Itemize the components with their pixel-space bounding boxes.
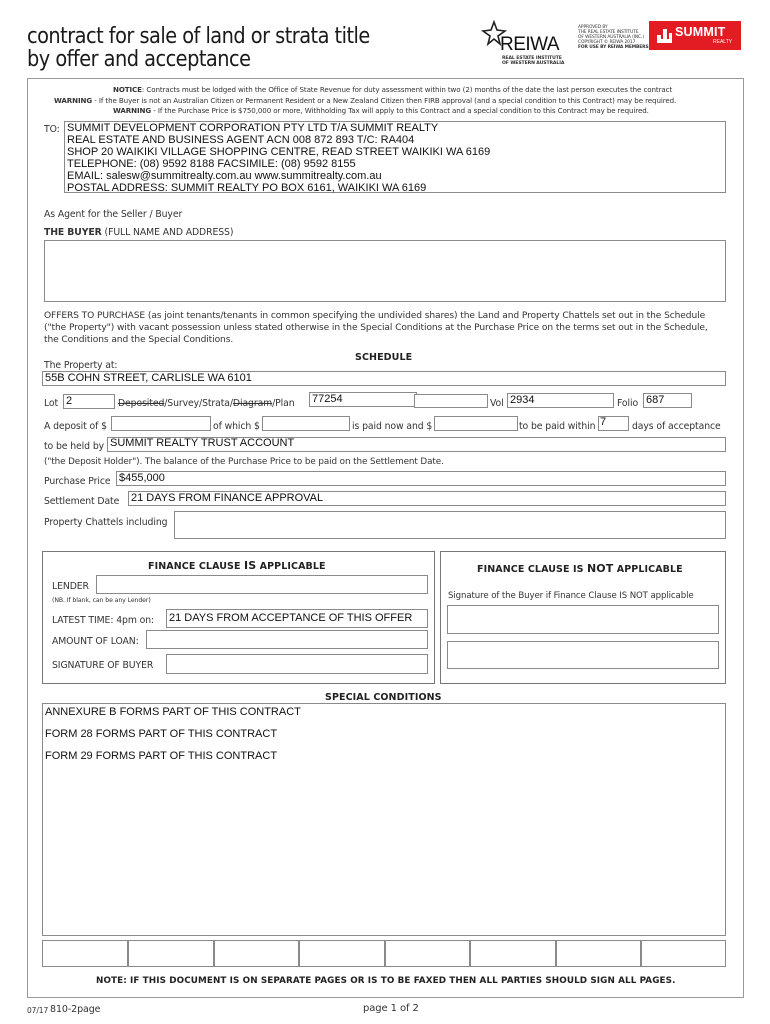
footer-page-number: page 1 of 2: [363, 1003, 419, 1014]
amount-of-loan-field[interactable]: [146, 630, 428, 649]
summit-sub: REALTY: [713, 39, 733, 45]
amount-of-loan-label: AMOUNT OF LOAN:: [52, 636, 139, 647]
folio-label: Folio: [617, 398, 639, 409]
buyer-label-bold: THE BUYER: [44, 227, 102, 238]
document-title-line1: contract for sale of land or strata title: [27, 24, 370, 49]
warning-withholding-label: WARNING: [113, 106, 152, 115]
buyer-label: [44, 227, 233, 238]
lot-value: 2: [66, 395, 73, 407]
property-label: The Property at:: [44, 360, 118, 371]
offers-line-2: ("the Property") with vacant possession unless stated otherwise in the Special Conditions at the Purchase Price on the terms set out in the Schedule,: [44, 323, 708, 333]
not-applicable-signature-text: Signature of the Buyer if Finance Clause IS NOT applicable: [448, 591, 694, 601]
settlement-date-value: 21 DAYS FROM FINANCE APPROVAL: [131, 492, 324, 504]
latest-time-label: LATEST TIME: 4pm on:: [52, 615, 155, 626]
initial-box-5[interactable]: [385, 940, 470, 967]
summit-wordmark: SUMMIT: [675, 25, 726, 39]
purchase-price-field[interactable]: [116, 471, 726, 486]
initial-box-8[interactable]: [641, 940, 726, 967]
vol-label: Vol: [490, 398, 504, 409]
reiwa-wordmark: REIWA: [500, 34, 560, 55]
purchase-price-value: $455,000: [119, 472, 165, 484]
lender-field[interactable]: [96, 575, 428, 594]
finance-not-heading-post: APPLICABLE: [613, 564, 683, 575]
held-by-label: to be held by: [44, 441, 105, 452]
initial-box-4[interactable]: [299, 940, 385, 967]
approval-line-5: FOR USE BY REIWA MEMBERS: [578, 45, 649, 50]
buyer-signature-label: SIGNATURE OF BUYER: [52, 660, 154, 671]
summit-mark-icon: [655, 26, 673, 45]
deposit-label: A deposit of $: [44, 421, 107, 432]
latest-time-value: 21 DAYS FROM ACCEPTANCE OF THIS OFFER: [169, 612, 413, 624]
paid-within-days-value: 7: [600, 416, 607, 428]
initial-box-1[interactable]: [42, 940, 128, 967]
property-address-value: 55B COHN STREET, CARLISLE WA 6101: [45, 372, 252, 384]
deposit-holder-value: SUMMIT REALTY TRUST ACCOUNT: [110, 437, 295, 449]
finance-not-heading-pre: FINANCE CLAUSE IS: [477, 564, 587, 575]
special-condition-2: FORM 28 FORMS PART OF THIS CONTRACT: [45, 728, 278, 740]
plan-extra-field[interactable]: [414, 394, 488, 408]
offers-line-3: the Conditions and the Special Conditions.: [44, 335, 234, 345]
agent-line-6: POSTAL ADDRESS: SUMMIT REALTY PO BOX 6161, WAIKIKI WA 6169: [67, 182, 427, 194]
warning-withholding-line: [113, 106, 649, 115]
deposit-amount-field[interactable]: [111, 416, 211, 431]
agent-line-3: SHOP 20 WAIKIKI VILLAGE SHOPPING CENTRE, READ STREET WAIKIKI WA 6169: [67, 146, 491, 158]
agent-line-4: TELEPHONE: (08) 9592 8188 FACSIMILE: (08) 9592 8155: [67, 158, 356, 170]
lender-label: LENDER: [52, 581, 89, 592]
plan-type-plan: /Plan: [272, 398, 295, 409]
warning-withholding-text: - If the Purchase Price is $750,000 or more, Withholding Tax will apply to this Contract and a special condition to this Contract may be required.: [151, 106, 649, 115]
plan-type-deposited: Deposited: [118, 398, 165, 409]
buyer-signature-field[interactable]: [166, 654, 428, 674]
settlement-date-label: Settlement Date: [44, 496, 120, 507]
agent-line-2: REAL ESTATE AND BUSINESS AGENT ACN 008 872 893 T/C: RA404: [67, 134, 415, 146]
special-conditions-heading: SPECIAL CONDITIONS: [325, 692, 442, 703]
plan-type-survey-strata: /Survey/Strata/: [164, 398, 233, 409]
finance-not-heading-not: NOT: [586, 562, 614, 575]
paid-within-label: to be paid within: [519, 421, 596, 432]
approval-line-2: THE REAL ESTATE INSTITUTE: [578, 30, 639, 35]
lender-note: (NB. If blank, can be any Lender): [52, 597, 151, 604]
finance-applicable-heading: [148, 559, 326, 572]
reiwa-logo: [480, 20, 575, 70]
special-condition-3: FORM 29 FORMS PART OF THIS CONTRACT: [45, 750, 278, 762]
footer-form-code: 810-2page: [50, 1004, 101, 1015]
folio-value: 687: [646, 394, 665, 406]
purchase-price-label: Purchase Price: [44, 476, 111, 487]
buyer-name-address-field[interactable]: [44, 240, 726, 302]
footer-version: 07/17: [27, 1006, 49, 1015]
plan-type-diagram: Diagram: [232, 398, 273, 409]
finance-applicable-heading-is: IS: [244, 559, 257, 572]
plan-number-value: 77254: [312, 393, 343, 405]
initial-box-3[interactable]: [214, 940, 299, 967]
to-label: TO:: [44, 124, 60, 135]
reiwa-sub1: REAL ESTATE INSTITUTE: [502, 56, 562, 61]
initial-box-6[interactable]: [470, 940, 556, 967]
lot-label: Lot: [44, 398, 59, 409]
vol-value: 2934: [510, 394, 535, 406]
agent-line-1: SUMMIT DEVELOPMENT CORPORATION PTY LTD T/A SUMMIT REALTY: [67, 122, 439, 134]
summit-logo: [649, 21, 741, 50]
chattels-label: Property Chattels including: [44, 517, 168, 528]
approval-line-1: APPROVED BY: [578, 25, 608, 30]
finance-not-applicable-heading: [477, 562, 683, 575]
deposit-holder-text: ("the Deposit Holder"). The balance of the Purchase Price to be paid on the Settlement Date.: [44, 457, 444, 467]
paid-now-label: is paid now and $: [352, 421, 433, 432]
schedule-heading: SCHEDULE: [355, 352, 413, 363]
not-applicable-signature-field-2[interactable]: [447, 641, 719, 669]
special-condition-1: ANNEXURE B FORMS PART OF THIS CONTRACT: [45, 706, 301, 718]
warning-firb-label: WARNING: [54, 96, 93, 105]
finance-applicable-heading-post: APPLICABLE: [256, 561, 326, 572]
agent-line-5: EMAIL: salesw@summitrealty.com.au www.summitrealty.com.au: [67, 170, 382, 182]
approval-line-3: OF WESTERN AUSTRALIA (INC.): [578, 35, 644, 40]
buyer-label-rest: (FULL NAME AND ADDRESS): [101, 227, 234, 238]
approval-line-4: COPYRIGHT © REIWA 2017: [578, 40, 636, 45]
warning-firb-line: [54, 96, 676, 105]
of-which-label: of which $: [213, 421, 260, 432]
warning-firb-text: - If the Buyer is not an Australian Citizen or Permanent Resident or a New Zealand Citizen then FIRB approval (and a special condition to this Contract) may be required.: [92, 96, 677, 105]
plan-type-options: [118, 398, 295, 409]
finance-applicable-heading-pre: FINANCE CLAUSE: [148, 561, 244, 572]
notice-text: : Contracts must be lodged with the Office of State Revenue for duty assessment within two (2) months of the date the last person executes the contract: [141, 85, 673, 94]
notice-label: NOTICE: [113, 85, 142, 94]
document-title-line2: by offer and acceptance: [27, 47, 251, 72]
of-which-field[interactable]: [262, 416, 350, 431]
days-of-acceptance-label: days of acceptance: [632, 421, 721, 432]
chattels-field[interactable]: [174, 511, 726, 539]
initial-box-7[interactable]: [556, 940, 641, 967]
offers-line-1: OFFERS TO PURCHASE (as joint tenants/tenants in common specifying the undivided shares) the Land and Property Chattels set out in the Schedule: [44, 311, 706, 321]
agent-for-text: As Agent for the Seller / Buyer: [44, 209, 183, 220]
not-applicable-signature-field-1[interactable]: [447, 605, 719, 634]
footer-note: NOTE: IF THIS DOCUMENT IS ON SEPARATE PAGES OR IS TO BE FAXED THEN ALL PARTIES SHOULD SIGN ALL PAGES.: [96, 976, 676, 986]
initial-box-2[interactable]: [128, 940, 214, 967]
reiwa-sub2: OF WESTERN AUSTRALIA: [502, 61, 565, 66]
notice-line: [113, 85, 672, 94]
paid-later-field[interactable]: [434, 416, 518, 431]
